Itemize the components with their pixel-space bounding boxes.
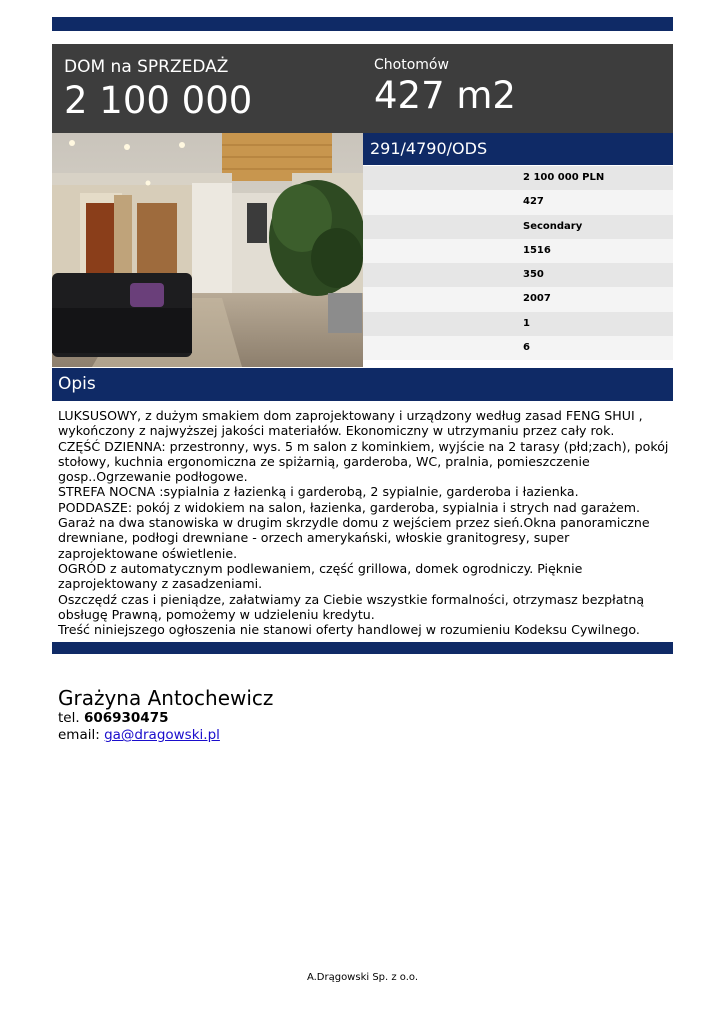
company-footer: A.Drągowski Sp. z o.o.	[306, 972, 419, 983]
detail-row: 2 100 000 PLN	[363, 166, 673, 190]
top-accent-bar	[52, 17, 673, 31]
agent-contact	[58, 686, 273, 744]
description-line: Garaż na dwa stanowiska w drugim skrzydle domu z wejściem przez sień.Okna panoramiczne drewniane, podłogi drewniane - orzech amerykański, włoskie granitogresy, super zaprojektowane oświetlenie.	[58, 515, 650, 561]
agent-phone: 606930475	[83, 710, 169, 726]
detail-row: 2007	[363, 287, 673, 311]
detail-row: 350	[363, 263, 673, 287]
listing-reference: 291/4790/ODS	[363, 133, 673, 165]
detail-row: 1	[363, 312, 673, 336]
detail-row: 1516	[363, 239, 673, 263]
bottom-accent-bar	[52, 642, 673, 654]
agent-email-link[interactable]: ga@dragowski.pl	[104, 727, 220, 743]
description-line: Oszczędź czas i pieniądze, załatwiamy za Ciebie wszystkie formalności, otrzymasz bezpłatną obsługę Prawną, pomożemy w udzieleniu kredytu.	[58, 591, 645, 622]
description-line: OGRÓD z automatycznym podlewaniem, część grillowa, domek ogrodniczy. Pięknie zaprojektowany z zasadzeniami.	[58, 560, 583, 592]
property-price: 2 100 000	[64, 79, 253, 122]
description-line: PODDASZE: pokój z widokiem na salon, łazienka, garderoba, sypialnia i strych nad garażem.	[58, 499, 641, 515]
listing-header	[52, 44, 673, 133]
description-heading: Opis	[52, 368, 673, 401]
property-photo	[52, 133, 363, 367]
phone-label: tel.	[58, 710, 84, 726]
property-city: Chotomów	[374, 57, 449, 73]
agent-email-line	[58, 727, 273, 744]
detail-row: 6	[363, 336, 673, 360]
description-line: CZĘŚĆ DZIENNA: przestronny, wys. 5 m salon z kominkiem, wyjście na 2 tarasy (płd;zach), pokój stołowy, kuchnia ergonomiczna ze spiżarnią, garderoba, WC, pralnia, pomieszczenie gosp..Ogrzewanie podłogowe.	[58, 438, 669, 485]
interior-photo-icon	[52, 133, 363, 367]
description-line: LUKSUSOWY, z dużym smakiem dom zaprojektowany i urządzony według zasad FENG SHUI , wykończony z najwyższej jakości materiałów. Ekonomiczny w utrzymaniu przez cały rok.	[58, 408, 643, 439]
description-text	[58, 408, 670, 637]
detail-row: Secondary	[363, 215, 673, 239]
detail-row: 427	[363, 190, 673, 214]
description-line: STREFA NOCNA :sypialnia z łazienką i garderobą, 2 sypialnie, garderoba i łazienka.	[58, 484, 579, 500]
agent-phone-line	[58, 710, 273, 727]
email-label: email:	[58, 727, 105, 743]
description-line: Treść niniejszego ogłoszenia nie stanowi oferty handlowej w rozumieniu Kodeksu Cywilnego.	[58, 622, 640, 638]
property-area: 427 m2	[374, 74, 516, 117]
details-table	[363, 166, 673, 360]
agent-name: Grażyna Antochewicz	[58, 686, 274, 710]
property-type: DOM na SPRZEDAŻ	[64, 57, 229, 77]
